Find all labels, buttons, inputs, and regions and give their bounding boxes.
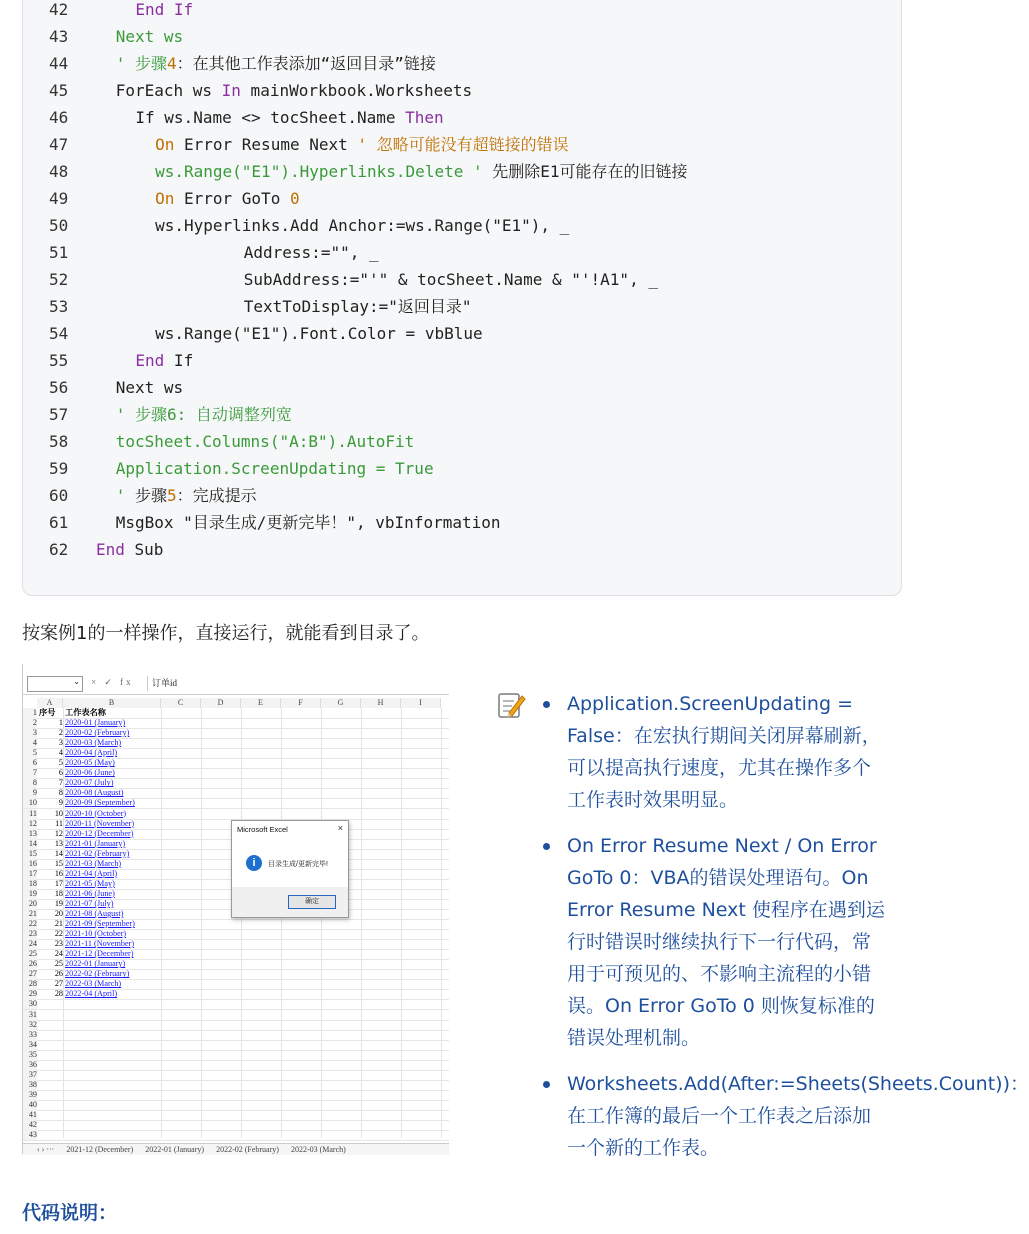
code-token: Error GoTo	[174, 189, 290, 208]
row-number: 9	[23, 788, 37, 798]
code-text	[116, 401, 292, 428]
code-token: ws.Range("E1").Hyperlinks.Delete '	[155, 162, 493, 181]
code-line	[23, 455, 901, 482]
sheet-link[interactable]: 2021-07 (July)	[65, 898, 114, 908]
row-number: 7	[23, 768, 37, 778]
seq-cell: 12	[54, 828, 63, 838]
code-token: On	[155, 189, 175, 208]
sheet-link[interactable]: 2020-05 (May)	[65, 758, 115, 768]
row-number: 29	[23, 989, 37, 999]
seq-cell: 7	[58, 778, 63, 788]
code-text	[116, 455, 434, 482]
sheet-link[interactable]: 2021-02 (February)	[65, 848, 130, 858]
code-line	[23, 401, 901, 428]
code-token: TextToDisplay:="返回目录"	[243, 297, 472, 316]
code-token: ws.Hyperlinks.Add Anchor:=ws.Range("E1"), _	[155, 216, 570, 235]
code-line	[23, 482, 901, 509]
code-text	[116, 77, 472, 104]
row-number: 24	[23, 939, 37, 949]
name-box	[27, 676, 83, 692]
code-token: Address:="", _	[243, 243, 379, 262]
note-item: Worksheets.Add(After:=Sheets(Sheets.Count))：在工作簿的最后一个工作表之后添加一个新的工作表。	[540, 1068, 888, 1164]
code-line	[23, 212, 901, 239]
line-number: 45	[49, 81, 69, 100]
code-line	[23, 131, 901, 158]
code-token: 在其他工作表添加“返回目录”链接	[192, 54, 436, 73]
seq-cell: 9	[58, 798, 63, 808]
row-number: 13	[23, 829, 37, 839]
row-number: 18	[23, 879, 37, 889]
row-number: 37	[23, 1070, 37, 1080]
msgbox-text: 目录生成/更新完毕!	[268, 861, 328, 868]
row-number: 22	[23, 919, 37, 929]
sheet-link[interactable]: 2020-09 (September)	[65, 798, 135, 808]
row-number: 31	[23, 1010, 37, 1020]
sheet-link[interactable]: 2020-03 (March)	[65, 738, 122, 748]
sheet-tab[interactable]: 2022-03 (March)	[290, 1145, 346, 1154]
line-number: 50	[49, 216, 69, 235]
seq-cell: 6	[58, 768, 63, 778]
seq-cell: 3	[58, 738, 63, 748]
code-text	[155, 320, 483, 347]
code-line	[23, 23, 901, 50]
code-line	[23, 50, 901, 77]
tab-nav-icon[interactable]: ‹ › ···	[37, 1145, 55, 1154]
chevron-down-icon: ⌄	[73, 677, 80, 686]
column-header: E	[241, 698, 281, 708]
row-number: 3	[23, 728, 37, 738]
msgbox-footer	[232, 887, 348, 917]
row-number: 4	[23, 738, 37, 748]
row-number: 12	[23, 819, 37, 829]
row-number: 25	[23, 949, 37, 959]
line-number: 56	[49, 378, 69, 397]
code-token: Next ws	[115, 378, 184, 397]
code-token: 步骤	[134, 486, 167, 505]
code-token: Error Resume Next	[174, 135, 358, 154]
seq-cell: 27	[54, 979, 63, 989]
code-text	[155, 212, 569, 239]
row-number: 42	[23, 1120, 37, 1130]
row-number: 5	[23, 748, 37, 758]
column-header: F	[281, 698, 321, 708]
column-header: B	[63, 698, 161, 708]
row-number: 1	[23, 708, 37, 718]
code-token: '	[115, 486, 135, 505]
seq-cell: 14	[54, 848, 63, 858]
code-text	[96, 536, 163, 563]
seq-cell: 11	[55, 818, 63, 828]
code-token: 5	[166, 486, 177, 505]
seq-cell: 15	[54, 858, 63, 868]
row-number: 17	[23, 869, 37, 879]
row-number: 2	[23, 718, 37, 728]
code-token: ' 步骤6: 自动调整列宽	[115, 405, 292, 424]
code-token: SubAddress:="'" & tocSheet.Name & "'!A1", _	[243, 270, 658, 289]
code-line	[23, 509, 901, 536]
row-number: 33	[23, 1030, 37, 1040]
sheet-link[interactable]: 2020-07 (July)	[65, 778, 114, 788]
code-token: tocSheet.Columns("A:B").AutoFit	[115, 432, 415, 451]
code-text	[155, 131, 569, 158]
code-token: 0	[289, 189, 300, 208]
code-text	[244, 266, 658, 293]
sheet-tab[interactable]: 2022-02 (February)	[216, 1145, 279, 1154]
sheet-link[interactable]: 2020-04 (April)	[65, 748, 118, 758]
line-number: 53	[49, 297, 69, 316]
sheet-link[interactable]: 2021-03 (March)	[65, 858, 122, 868]
code-line	[23, 293, 901, 320]
code-line	[23, 428, 901, 455]
sheet-link[interactable]: 2021-06 (June)	[65, 888, 115, 898]
column-header: I	[401, 698, 441, 708]
row-number: 14	[23, 839, 37, 849]
seq-cell: 10	[54, 808, 63, 818]
line-number: 43	[49, 27, 69, 46]
row-number: 16	[23, 859, 37, 869]
line-number: 54	[49, 324, 69, 343]
sheet-link[interactable]: 2021-09 (September)	[65, 919, 135, 929]
seq-cell: 1	[58, 718, 63, 728]
code-text	[135, 104, 443, 131]
code-token: Then	[405, 108, 444, 127]
code-block	[22, 0, 902, 596]
sheet-link[interactable]: 2020-01 (January)	[65, 718, 126, 728]
header-name: 工作表名称	[65, 708, 106, 717]
info-icon: i	[246, 855, 262, 871]
sheet-tab[interactable]: 2021-12 (December)	[66, 1145, 134, 1154]
seq-cell: 25	[54, 959, 63, 969]
code-token: If	[164, 351, 194, 370]
code-line	[23, 185, 901, 212]
code-text	[116, 428, 415, 455]
sheet-link[interactable]: 2022-02 (February)	[65, 969, 130, 979]
code-line	[23, 536, 901, 563]
code-line	[23, 0, 901, 23]
excel-screenshot	[22, 664, 449, 1154]
code-line	[23, 320, 901, 347]
seq-cell: 13	[54, 838, 63, 848]
line-number: 49	[49, 189, 69, 208]
line-number: 51	[49, 243, 69, 262]
formula-bar	[23, 676, 449, 695]
section-title: 代码说明：	[22, 1202, 118, 1224]
seq-cell: 26	[54, 969, 63, 979]
sheet-link[interactable]: 2021-08 (August)	[65, 909, 124, 918]
code-line	[23, 266, 901, 293]
row-number: 21	[23, 909, 37, 919]
seq-cell: 24	[54, 949, 63, 959]
code-line	[23, 347, 901, 374]
row-number: 19	[23, 889, 37, 899]
line-number: 59	[49, 459, 69, 478]
code-token: 4	[166, 54, 177, 73]
row-number: 38	[23, 1080, 37, 1090]
code-token: ForEach ws	[115, 81, 222, 100]
code-token: Sub	[124, 540, 164, 559]
seq-cell: 16	[54, 868, 63, 878]
code-token: On	[155, 135, 175, 154]
sheet-link[interactable]: 2020-12 (December)	[65, 828, 134, 838]
notes-list	[540, 688, 1029, 1178]
line-number: 48	[49, 162, 69, 181]
code-token: ：完成提示	[176, 486, 257, 505]
code-text	[116, 374, 183, 401]
code-token: End	[96, 540, 125, 559]
row-number: 6	[23, 758, 37, 768]
code-token: Next ws	[115, 27, 184, 46]
sheet-link[interactable]: 2021-05 (May)	[65, 878, 115, 888]
sheet-link[interactable]: 2020-08 (August)	[65, 788, 124, 798]
code-token: End If	[135, 0, 194, 19]
sheet-link[interactable]: 2020-10 (October)	[65, 808, 127, 818]
row-number: 32	[23, 1020, 37, 1030]
line-number: 57	[49, 405, 69, 424]
seq-cell: 19	[54, 898, 63, 908]
code-text	[135, 347, 193, 374]
sheet-link[interactable]: 2021-10 (October)	[65, 929, 127, 939]
sheet-link[interactable]: 2020-11 (November)	[65, 818, 135, 828]
seq-cell: 20	[54, 909, 63, 918]
code-text	[155, 185, 300, 212]
row-number: 40	[23, 1100, 37, 1110]
message-box	[231, 820, 349, 918]
row-number: 10	[23, 798, 37, 808]
seq-cell: 8	[58, 788, 63, 798]
code-line	[23, 239, 901, 266]
memo-icon	[496, 690, 526, 720]
column-header: H	[361, 698, 401, 708]
ok-button: 确定	[288, 895, 336, 909]
row-number: 39	[23, 1090, 37, 1100]
code-token: ws.Range("E1").Font.Color = vbBlue	[155, 324, 483, 343]
sheet-link[interactable]: 2021-01 (January)	[65, 838, 126, 848]
sheet-tabs	[23, 1143, 449, 1155]
msgbox-title: Microsoft Excel	[237, 825, 288, 834]
code-text	[116, 482, 257, 509]
code-token: mainWorkbook.Worksheets	[240, 81, 473, 100]
code-token: Application.ScreenUpdating = True	[115, 459, 434, 478]
code-token: End	[135, 351, 165, 370]
fx-icon: × ✓ fx	[91, 677, 134, 687]
line-number: 44	[49, 54, 69, 73]
row-number: 30	[23, 999, 37, 1009]
code-token: ' 忽略可能没有超链接的错误	[357, 135, 569, 154]
code-token: In	[221, 81, 241, 100]
row-number: 26	[23, 959, 37, 969]
code-token: 先删除E1可能存在的旧链接	[492, 162, 688, 181]
sheet-tab[interactable]: 2022-01 (January)	[145, 1145, 205, 1154]
sheet-link[interactable]: 2022-03 (March)	[65, 979, 122, 989]
code-text	[244, 293, 472, 320]
code-text	[135, 0, 193, 23]
body-paragraph: 按案例1的一样操作，直接运行，就能看到目录了。	[22, 623, 430, 644]
row-number: 35	[23, 1050, 37, 1060]
sheet-link[interactable]: 2021-04 (April)	[65, 868, 118, 878]
line-number: 62	[49, 540, 69, 559]
column-header: C	[161, 698, 201, 708]
column-header: D	[201, 698, 241, 708]
row-number: 36	[23, 1060, 37, 1070]
line-number: 52	[49, 270, 69, 289]
formula-value: 订单id	[147, 676, 452, 691]
close-icon: ×	[337, 823, 343, 833]
code-text	[116, 23, 183, 50]
row-number: 41	[23, 1110, 37, 1120]
seq-cell: 22	[54, 929, 63, 939]
line-number: 58	[49, 432, 69, 451]
row-number: 15	[23, 849, 37, 859]
line-number: 61	[49, 513, 69, 532]
row-number: 20	[23, 899, 37, 909]
line-number: 42	[49, 0, 69, 19]
seq-cell: 4	[58, 748, 63, 758]
code-line	[23, 158, 901, 185]
code-token: If ws.Name <> tocSheet.Name	[135, 108, 406, 127]
seq-cell: 28	[54, 989, 63, 999]
code-text	[116, 50, 436, 77]
seq-cell: 5	[58, 758, 63, 768]
code-token: ：	[176, 54, 193, 73]
code-text	[244, 239, 379, 266]
row-number: 43	[23, 1130, 37, 1140]
code-token: MsgBox "目录生成/更新完毕！", vbInformation	[115, 513, 501, 532]
seq-cell: 2	[58, 728, 63, 738]
line-number: 60	[49, 486, 69, 505]
code-text	[155, 158, 687, 185]
column-header: G	[321, 698, 361, 708]
sheet-link[interactable]: 2020-06 (June)	[65, 768, 115, 778]
column-header: A	[37, 698, 63, 708]
sheet-link[interactable]: 2022-04 (April)	[65, 989, 118, 999]
seq-cell: 23	[54, 939, 63, 949]
row-number: 11	[23, 809, 37, 819]
line-number: 46	[49, 108, 69, 127]
row-number: 23	[23, 929, 37, 939]
line-number: 47	[49, 135, 69, 154]
seq-cell: 17	[54, 878, 63, 888]
note-item: On Error Resume Next / On Error GoTo 0：VBA的错误处理语句。On Error Resume Next 使程序在遇到运行时错误时继续执行下一行代码，常用于可预见的、不影响主流程的小错误。On Error GoTo 0 则恢复标准的错误处理机制。	[540, 830, 888, 1054]
sheet-link[interactable]: 2021-11 (November)	[65, 939, 135, 949]
row-number: 8	[23, 778, 37, 788]
sheet-row	[23, 1130, 449, 1141]
sheet-link[interactable]: 2021-12 (December)	[65, 949, 134, 959]
code-line	[23, 77, 901, 104]
seq-cell: 21	[54, 919, 63, 929]
sheet-link[interactable]: 2022-01 (January)	[65, 959, 126, 969]
header-seq: 序号	[39, 708, 56, 717]
sheet-link[interactable]: 2020-02 (February)	[65, 728, 130, 738]
seq-cell: 18	[54, 888, 63, 898]
line-number: 55	[49, 351, 69, 370]
code-token: ' 步骤	[115, 54, 167, 73]
code-line	[23, 374, 901, 401]
row-number: 34	[23, 1040, 37, 1050]
code-line	[23, 104, 901, 131]
code-text	[116, 509, 501, 536]
note-item: Application.ScreenUpdating = False：在宏执行期间关闭屏幕刷新，可以提高执行速度，尤其在操作多个工作表时效果明显。	[540, 688, 888, 816]
row-number: 27	[23, 969, 37, 979]
row-number: 28	[23, 979, 37, 989]
